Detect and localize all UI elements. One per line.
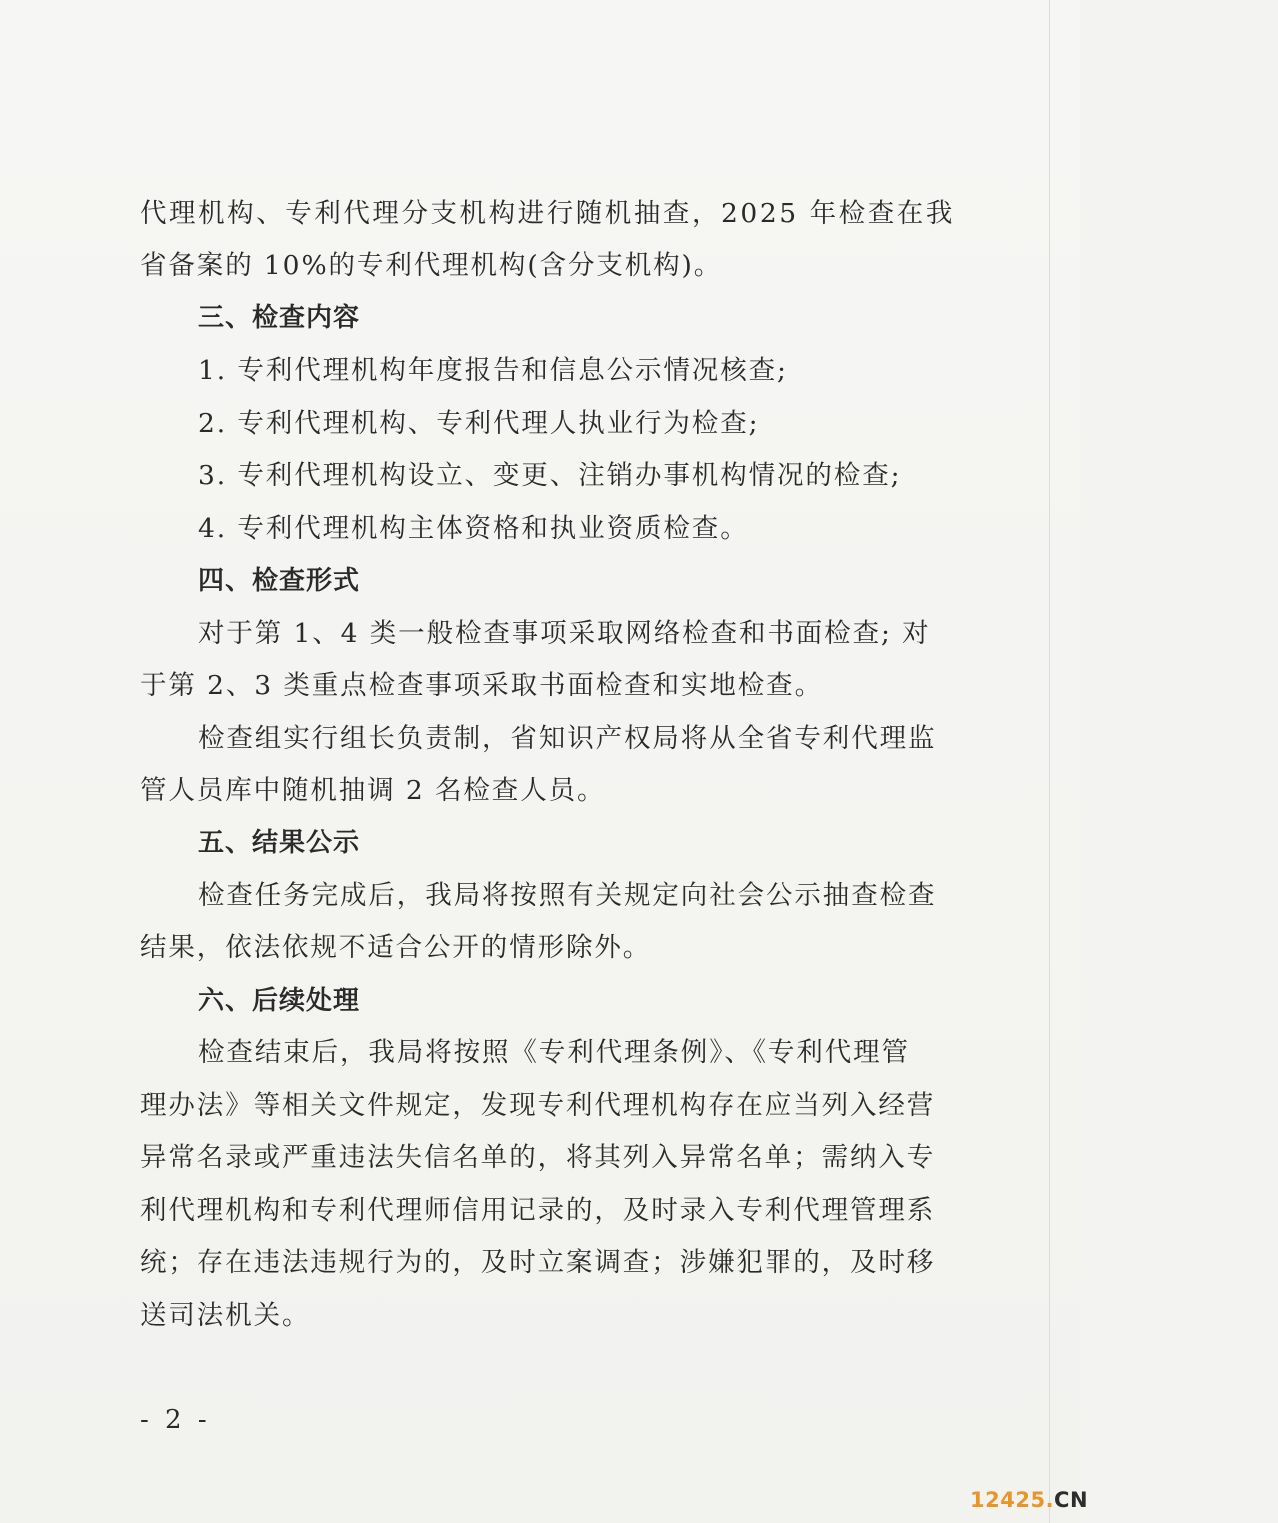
list-item: 1. 专利代理机构年度报告和信息公示情况核查; xyxy=(198,355,788,386)
body-line: 结果，依法依规不适合公开的情形除外。 xyxy=(140,932,652,963)
watermark-dot: . xyxy=(1045,1488,1055,1512)
body-line: 利代理机构和专利代理师信用记录的，及时录入专利代理管理系 xyxy=(140,1195,936,1226)
section-heading-form: 四、检查形式 xyxy=(198,566,361,596)
body-line: 检查任务完成后，我局将按照有关规定向社会公示抽查检查 xyxy=(198,880,937,911)
body-line: 省备案的 10%的专利代理机构(含分支机构)。 xyxy=(140,250,723,281)
site-watermark xyxy=(970,1488,1088,1512)
body-line: 异常名录或严重违法失信名单的，将其列入异常名单；需纳入专 xyxy=(140,1142,936,1173)
body-line: 检查组实行组长负责制，省知识产权局将从全省专利代理监 xyxy=(198,723,937,754)
watermark-suffix: CN xyxy=(1054,1488,1089,1512)
body-line: 于第 2、3 类重点检查事项采取书面检查和实地检查。 xyxy=(140,670,823,701)
section-heading-contents: 三、检查内容 xyxy=(198,303,361,333)
body-line: 检查结束后，我局将按照《专利代理条例》、《专利代理管 xyxy=(198,1037,910,1068)
watermark-number: 12425 xyxy=(970,1488,1046,1512)
body-line: 送司法机关。 xyxy=(140,1300,311,1331)
list-item: 2. 专利代理机构、专利代理人执业行为检查; xyxy=(198,408,760,439)
body-line: 统；存在违法违规行为的，及时立案调查；涉嫌犯罪的，及时移 xyxy=(140,1247,936,1278)
list-item: 3. 专利代理机构设立、变更、注销办事机构情况的检查; xyxy=(198,460,902,491)
body-line: 对于第 1、4 类一般检查事项采取网络检查和书面检查; 对 xyxy=(198,618,931,649)
body-line: 代理机构、专利代理分支机构进行随机抽查，2025 年检查在我 xyxy=(140,198,955,229)
body-line: 管人员库中随机抽调 2 名检查人员。 xyxy=(140,775,606,806)
page-number: - 2 - xyxy=(140,1405,211,1435)
section-heading-followup: 六、后续处理 xyxy=(198,986,361,1016)
list-item: 4. 专利代理机构主体资格和执业资质检查。 xyxy=(198,513,749,544)
section-heading-results: 五、结果公示 xyxy=(198,828,361,858)
body-line: 理办法》等相关文件规定，发现专利代理机构存在应当列入经营 xyxy=(140,1090,936,1121)
